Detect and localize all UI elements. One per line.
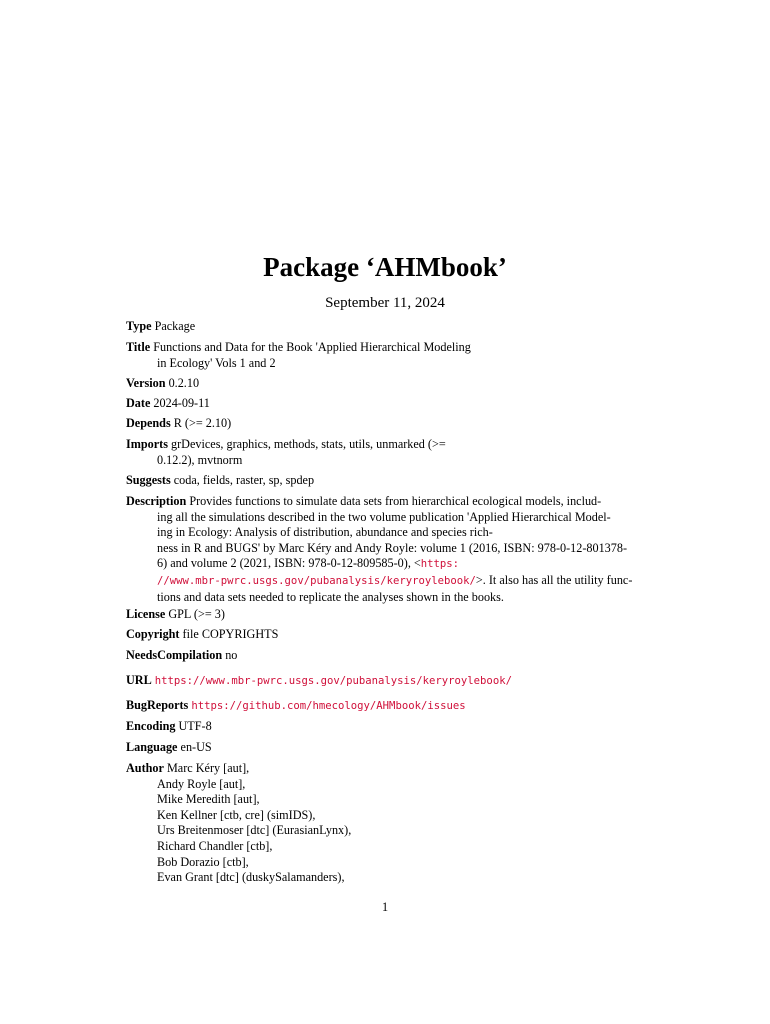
description-line: tions and data sets needed to replicate the analyses shown in the books. (157, 589, 504, 604)
field-key: Suggests (126, 473, 171, 487)
field-key: Version (126, 376, 166, 390)
author-entry: Richard Chandler [ctb], (157, 838, 273, 853)
field-value: Provides functions to simulate data sets from hierarchical ecological models, includ- (189, 494, 602, 508)
field-key: License (126, 607, 166, 621)
bugreports-link[interactable]: https://github.com/hmecology/AHMbook/issues (191, 700, 466, 712)
description-line: ing all the simulations described in the two volume publication 'Applied Hierarchical Model- (157, 509, 611, 524)
page-number: 1 (381, 900, 389, 914)
field-url (126, 673, 646, 690)
field-language (126, 740, 646, 756)
package-title: Package ‘AHMbook’ (263, 252, 507, 282)
field-value: 2024-09-11 (153, 396, 210, 410)
field-key: Date (126, 396, 151, 410)
field-key: Encoding (126, 719, 176, 733)
field-key: Imports (126, 437, 168, 451)
field-value: UTF-8 (178, 719, 212, 733)
field-license (126, 607, 646, 623)
author-entry: Andy Royle [aut], (157, 776, 246, 791)
field-value: coda, fields, raster, sp, spdep (173, 473, 315, 487)
field-bugreports (126, 698, 646, 715)
field-title (126, 340, 646, 371)
field-value: GPL (>= 3) (168, 607, 225, 621)
field-value: R (>= 2.10) (173, 416, 232, 430)
field-key: Type (126, 319, 152, 333)
field-key: Author (126, 761, 164, 775)
field-key: Description (126, 494, 187, 508)
author-entry: Marc Kéry [aut], (166, 761, 250, 775)
field-depends (126, 416, 646, 432)
field-suggests (126, 473, 646, 489)
field-value-continued: in Ecology' Vols 1 and 2 (157, 355, 276, 370)
author-entry: Urs Breitenmoser [dtc] (EurasianLynx), (157, 823, 352, 838)
author-entry: Bob Dorazio [ctb], (157, 854, 249, 869)
url-link[interactable]: https://www.mbr-pwrc.usgs.gov/pubanalysis/keryroylebook/ (154, 675, 512, 687)
field-key: BugReports (126, 698, 189, 712)
description-line (126, 556, 646, 573)
field-value: grDevices, graphics, methods, stats, utils, unmarked (>= (171, 437, 446, 451)
field-copyright (126, 627, 646, 643)
author-entry: Mike Meredith [aut], (157, 792, 260, 807)
field-key: Copyright (126, 627, 180, 641)
field-key: URL (126, 673, 152, 687)
description-link[interactable]: //www.mbr-pwrc.usgs.gov/pubanalysis/keryroylebook/ (157, 574, 476, 587)
field-value: file COPYRIGHTS (182, 627, 279, 641)
field-key: Title (126, 340, 151, 354)
author-entry: Evan Grant [dtc] (duskySalamanders), (157, 870, 345, 885)
field-value-continued: 0.12.2), mvtnorm (157, 452, 243, 467)
description-text: 6) and volume 2 (2021, ISBN: 978-0-12-809585-0), < (157, 556, 421, 571)
field-imports (126, 437, 646, 468)
field-value: 0.2.10 (168, 376, 200, 390)
field-value: Package (154, 319, 196, 333)
field-value: en-US (180, 740, 212, 754)
field-key: Depends (126, 416, 171, 430)
description-link[interactable]: https: (420, 558, 460, 571)
field-value: no (225, 648, 238, 662)
author-entry: Ken Kellner [ctb, cre] (simIDS), (157, 807, 316, 822)
description-text: >. It also has all the utility func- (475, 572, 633, 587)
field-value: Functions and Data for the Book 'Applied Hierarchical Modeling (153, 340, 471, 354)
field-description (126, 494, 646, 605)
field-version (126, 376, 646, 392)
field-needscompilation (126, 648, 646, 664)
field-author (126, 761, 646, 886)
field-key: Language (126, 740, 178, 754)
description-line (126, 573, 646, 590)
description-line: ing in Ecology: Analysis of distribution, abundance and species rich- (157, 525, 493, 540)
field-type (126, 319, 646, 335)
package-date: September 11, 2024 (325, 295, 445, 311)
field-date (126, 396, 646, 412)
description-line: ness in R and BUGS' by Marc Kéry and Andy Royle: volume 1 (2016, ISBN: 978-0-12-801378- (157, 540, 628, 555)
field-key: NeedsCompilation (126, 648, 223, 662)
field-encoding (126, 719, 646, 735)
